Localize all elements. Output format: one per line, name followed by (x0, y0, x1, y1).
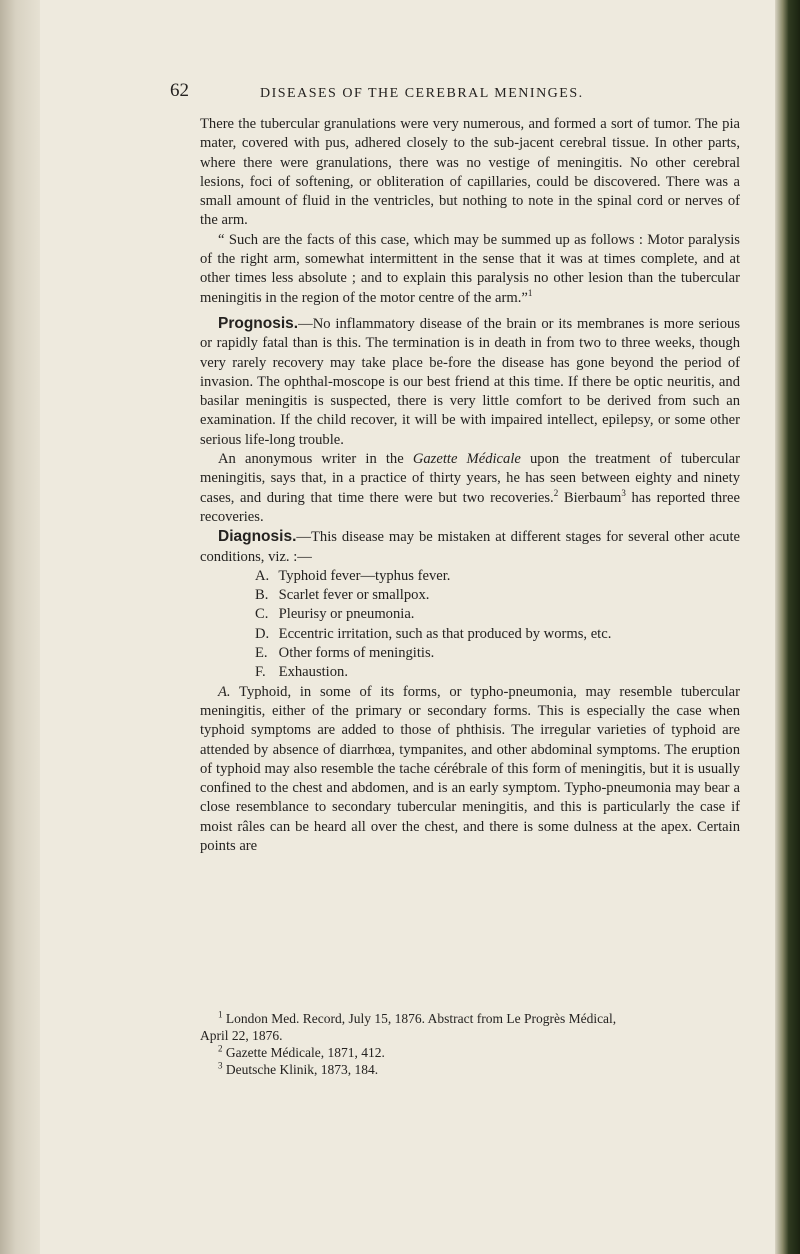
list-letter: E. (255, 645, 268, 662)
book-fore-edge (775, 0, 800, 1254)
page-number: 62 (170, 80, 189, 101)
list-letter: D. (255, 625, 270, 642)
list-item (200, 605, 740, 624)
list-item (200, 663, 740, 682)
anon-text-bierbaum: Bierbaum (558, 489, 622, 506)
footnotes (200, 1010, 740, 1078)
list-letter: B. (255, 587, 269, 604)
footnote-number: 3 (218, 1060, 223, 1071)
list-text: Other forms of meningitis. (278, 645, 435, 662)
anon-text-end: has reported three recoveries. (200, 489, 740, 525)
anon-text-start: An anonymous writer in the (218, 451, 413, 468)
section-heading-diagnosis: Diagnosis. (218, 528, 297, 546)
list-item (200, 644, 740, 663)
paragraph-diagnosis (200, 527, 740, 567)
diagnosis-text: —This disease may be mistaken at different stages for several other acute conditions, viz. :— (200, 529, 740, 565)
list-letter: A. (255, 567, 270, 584)
list-item (200, 625, 740, 644)
case-summary-text: “ Such are the facts of this case, which may be summed up as follows : Motor paralysis of the right arm, somewhat intermittent in the sense that it was at times complete, and at other times less absolute ; and to explain this paralysis no other lesion than the tubercular meningitis in the region of the motor centre of the arm.” (200, 231, 740, 306)
footnote-text: Gazette Médicale, 1871, 412. (225, 1045, 385, 1060)
list-text: Exhaustion. (278, 664, 348, 681)
footnote-2 (200, 1044, 740, 1061)
list-text: Typhoid fever—typhus fever. (278, 567, 451, 584)
typhoid-letter: A. (218, 683, 231, 700)
footnote-ref-3: 3 (621, 487, 626, 498)
footnote-3 (200, 1061, 740, 1078)
list-item (200, 567, 740, 586)
footnote-1 (200, 1010, 740, 1027)
prognosis-text: —No inflammatory disease of the brain or its membranes is more serious or rapidly fatal than is this. The termination is in death in from two to three weeks, though very rarely recovery may take place be-fore the disease has gone beyond the period of invasion. The ophthal-moscope is our best friend at this time. If there be optic neuritis, and basilar meningitis is suspected, there is very little comfort to be derived from such an examination. If the child recover, it will be with impaired intellect, epilepsy, or some other serious life-long trouble. (200, 315, 740, 448)
list-letter: C. (255, 606, 269, 623)
list-letter: F. (255, 664, 266, 681)
list-item (200, 586, 740, 605)
footnote-ref-2: 2 (553, 487, 559, 498)
footnote-text: London Med. Record, July 15, 1876. Abstract from Le Progrès Médical, (225, 1011, 617, 1026)
list-text: Pleurisy or pneumonia. (278, 606, 415, 623)
paragraph-anonymous-writer (200, 450, 740, 527)
anon-text-middle: upon the treatment of tubercular meningitis, says that, in a practice of thirty years, he has seen between eighty and ninety cases, and during that time there were but two recoveries. (200, 451, 740, 506)
paragraph-prognosis (200, 314, 740, 450)
footnote-number: 1 (218, 1009, 223, 1020)
section-heading-prognosis: Prognosis. (218, 314, 299, 332)
footnote-number: 2 (218, 1043, 223, 1054)
footnote-ref-1: 1 (527, 287, 533, 298)
footnote-text: Deutsche Klinik, 1873, 184. (225, 1062, 379, 1077)
list-text: Scarlet fever or smallpox. (278, 587, 430, 604)
paragraph-typhoid (200, 683, 740, 857)
paragraph-case-summary (200, 231, 740, 308)
typhoid-text: Typhoid, in some of its forms, or typho-pneumonia, may resemble tubercular meningitis, either of the primary or secondary forms. This is especially the case when typhoid symptoms are added to those of phthisis. The irregular varieties of typhoid are attended by absence of diarrhœa, tympanites, and other abdominal symptoms. The eruption of typhoid may also resemble the tache cérébrale of this form of meningitis, but it is usually confined to the chest and abdomen, and is an early symptom. Typho-pneumonia may bear a close resemblance to secondary tubercular meningitis, and this is particularly the case if moist râles can be heard all over the chest, and there is some dulness at the apex. Certain points are (200, 683, 740, 854)
page-binding-shadow (0, 0, 40, 1254)
list-text: Eccentric irritation, such as that produced by worms, etc. (278, 625, 612, 642)
paragraph-case-findings: There the tubercular granulations were very numerous, and formed a sort of tumor. The pia mater, covered with pus, adhered closely to the sub-jacent cerebral tissue. In other parts, where there were granulations, there was no vestige of meningitis. No other cerebral lesions, foci of softening, or obliteration of capillaries, could be discovered. There was a small amount of fluid in the ventricles, but nothing to note in the spinal cord or nerves of the arm. (200, 116, 740, 229)
footnote-1-continued: April 22, 1876. (200, 1028, 283, 1043)
journal-title: Gazette Médicale (412, 451, 521, 468)
main-text (200, 115, 740, 856)
running-title: DISEASES OF THE CEREBRAL MENINGES. (260, 86, 584, 101)
diagnosis-list (200, 567, 740, 683)
